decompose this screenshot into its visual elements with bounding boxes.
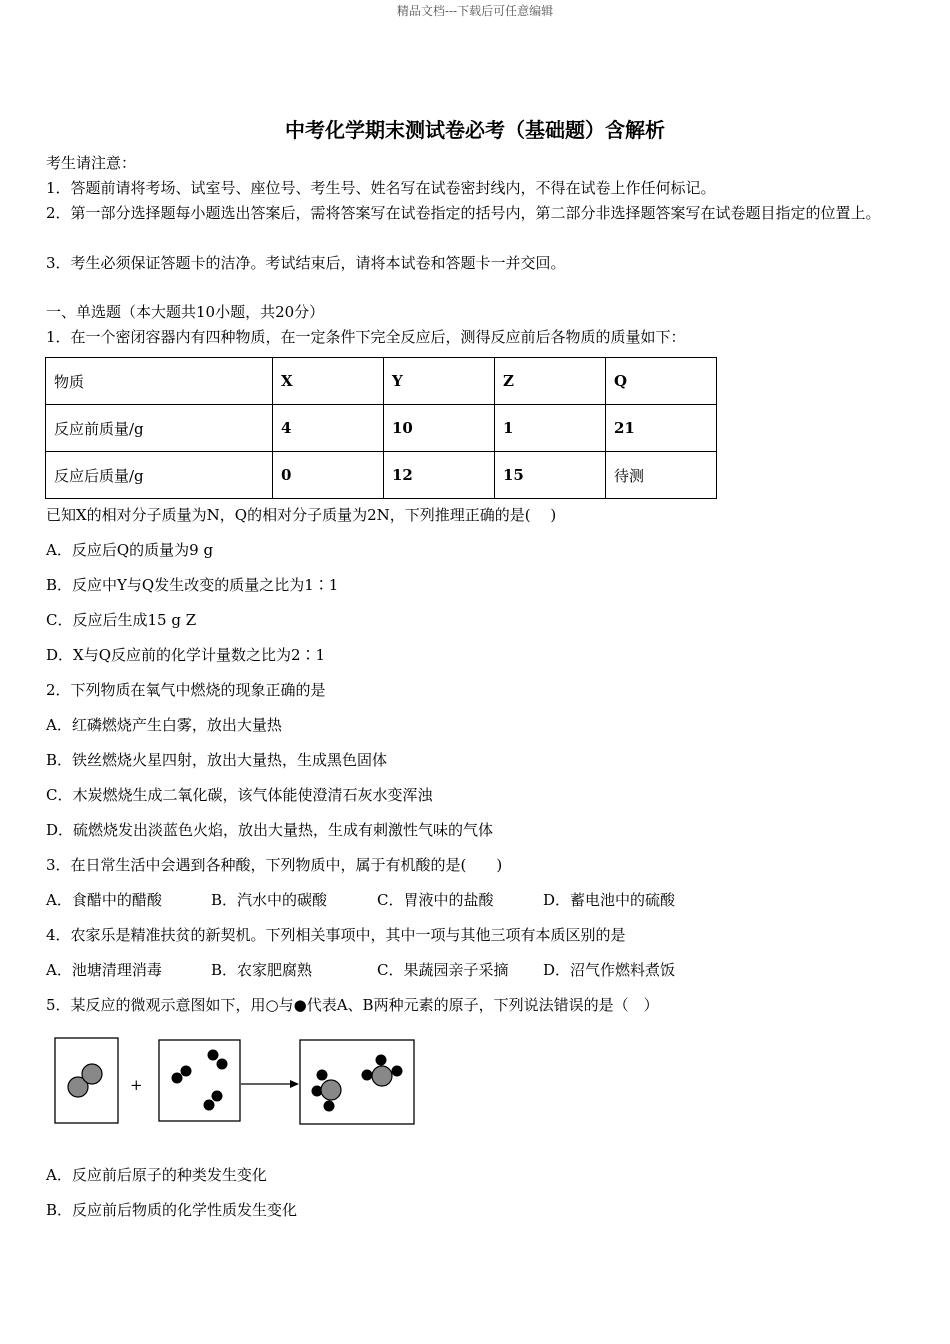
table-cell: 4 (273, 405, 384, 452)
q4-option-b: B．农家肥腐熟 (211, 961, 313, 979)
table-row (46, 452, 717, 499)
notice-item-1: 1．答题前请将考场、试室号、座位号、考生号、姓名写在试卷密封线内，不得在试卷上作任何标记。 (46, 179, 716, 197)
table-cell: Y (384, 358, 495, 405)
reaction-diagram (50, 1035, 420, 1130)
q3-option-b: B．汽水中的碳酸 (211, 891, 328, 909)
table-cell: 0 (273, 452, 384, 499)
q1-option-c: C．反应后生成15 g Z (46, 611, 197, 629)
plus-sign: + (130, 1076, 143, 1094)
q4-option-c: C．果蔬园亲子采摘 (377, 961, 509, 979)
table-cell: 12 (384, 452, 495, 499)
q4-option-d: D．沼气作燃料煮饭 (543, 961, 676, 979)
notice-item-3: 3．考生必须保证答题卡的洁净。考试结束后，请将本试卷和答题卡一并交回。 (46, 254, 566, 272)
table-row (46, 405, 717, 452)
notice-heading: 考生请注意： (46, 154, 137, 172)
table-row (46, 358, 717, 405)
q2-option-a: A．红磷燃烧产生白雾，放出大量热 (46, 716, 282, 734)
q3-stem: 3．在日常生活中会遇到各种酸，下列物质中，属于有机酸的是( ) (46, 856, 503, 874)
table-cell: 15 (495, 452, 606, 499)
q1-option-b: B．反应中Y与Q发生改变的质量之比为1∶1 (46, 576, 339, 594)
table-cell: X (273, 358, 384, 405)
q3-options (46, 890, 675, 910)
table-cell: Z (495, 358, 606, 405)
q2-option-d: D．硫燃烧发出淡蓝色火焰，放出大量热，生成有刺激性气味的气体 (46, 821, 494, 839)
mass-table (45, 357, 717, 499)
q2-stem: 2．下列物质在氧气中燃烧的现象正确的是 (46, 681, 326, 699)
section-heading: 一、单选题（本大题共10小题，共20分） (46, 303, 325, 321)
q5-option-a: A．反应前后原子的种类发生变化 (46, 1166, 267, 1184)
q1-option-a: A．反应后Q的质量为9 g (46, 541, 214, 559)
product-box (300, 1040, 414, 1124)
q3-option-a: A．食醋中的醋酸 (46, 891, 162, 909)
table-cell: 反应后质量/g (46, 452, 273, 499)
q4-stem: 4．农家乐是精准扶贫的新契机。下列相关事项中，其中一项与其他三项有本质区别的是 (46, 926, 626, 944)
table-cell: 反应前质量/g (46, 405, 273, 452)
q5-option-b: B．反应前后物质的化学性质发生变化 (46, 1201, 298, 1219)
page-title: 中考化学期末测试卷必考（基础题）含解析 (285, 118, 665, 142)
q4-options (46, 960, 675, 980)
q3-option-d: D．蓄电池中的硫酸 (543, 891, 676, 909)
q5-stem: 5．某反应的微观示意图如下，用○与●代表A、B两种元素的原子，下列说法错误的是（ ） (46, 996, 659, 1014)
table-cell: 10 (384, 405, 495, 452)
notice-item-2: 2．第一部分选择题每小题选出答案后，需将答案写在试卷指定的括号内，第二部分非选择题答案写在试卷题目指定的位置上。 (46, 204, 881, 222)
q2-option-c: C．木炭燃烧生成二氧化碳，该气体能使澄清石灰水变浑浊 (46, 786, 433, 804)
q2-option-b: B．铁丝燃烧火星四射，放出大量热，生成黑色固体 (46, 751, 388, 769)
q3-option-c: C．胃液中的盐酸 (377, 891, 494, 909)
q1-option-d: D．X与Q反应前的化学计量数之比为2∶1 (46, 646, 326, 664)
q4-option-a: A．池塘清理消毒 (46, 961, 162, 979)
q1-question: 已知X的相对分子质量为N，Q的相对分子质量为2N，下列推理正确的是( ) (46, 506, 557, 524)
table-cell: 物质 (46, 358, 273, 405)
table-cell: 21 (606, 405, 717, 452)
reaction-arrow (241, 1080, 299, 1088)
q1-stem: 1．在一个密闭容器内有四种物质，在一定条件下完全反应后，测得反应前后各物质的质量如下： (46, 328, 686, 346)
reactant-box-1 (55, 1038, 118, 1123)
table-cell: 待测 (606, 452, 717, 499)
reactant-box-2 (159, 1040, 240, 1121)
table-cell: Q (606, 358, 717, 405)
page-header: 精品文档---下载后可任意编辑 (396, 4, 554, 18)
table-cell: 1 (495, 405, 606, 452)
